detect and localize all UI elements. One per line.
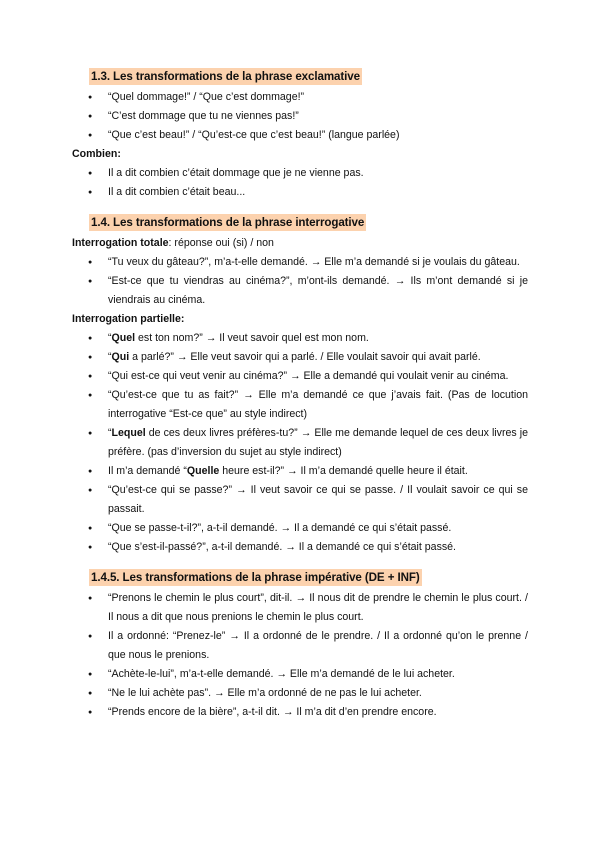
interrogation-totale-label: Interrogation totale: réponse oui (si) / non — [72, 237, 274, 249]
document-page — [72, 68, 528, 722]
heading-exclamative: 1.3. Les transformations de la phrase exclamative — [91, 70, 360, 83]
list-item: ● “C’est dommage que tu ne viennes pas!” — [72, 107, 528, 126]
list-item: ● “Prenons le chemin le plus court”, dit-il. → Il nous dit de prendre le chemin le plus court. / Il nous a dit que nous prenions le chemin le plus court. — [72, 589, 528, 627]
list-item: ● “Quel dommage!” / “Que c’est dommage!” — [72, 88, 528, 107]
list-item: ● Il m’a demandé “Quelle heure est-il?” → Il m’a demandé quelle heure il était. — [72, 462, 528, 481]
list-item: ● “Qu’est-ce qui se passe?” → Il veut savoir ce qui se passe. / Il voulait savoir ce qui se passait. — [72, 481, 528, 519]
imperative-list — [72, 589, 528, 722]
combien-list — [72, 164, 528, 202]
list-item: ● Il a ordonné: “Prenez-le” → Il a ordonné de le prendre. / Il a ordonné qu’on le prenne / que nous le prenions. — [72, 627, 528, 665]
list-item: ● Il a dit combien c’était beau... — [72, 183, 528, 202]
list-item: ● “Que s’est-il-passé?”, a-t-il demandé. → Il a demandé ce qui s’était passé. — [72, 538, 528, 557]
list-item: ● “Que se passe-t-il?”, a-t-il demandé. → Il a demandé ce qui s’était passé. — [72, 519, 528, 538]
list-item: ● “Quel est ton nom?” → Il veut savoir quel est mon nom. — [72, 329, 528, 348]
list-item: ● “Tu veux du gâteau?”, m’a-t-elle demandé. → Elle m’a demandé si je voulais du gâteau. — [72, 253, 528, 272]
list-item: ● “Qui est-ce qui veut venir au cinéma?” → Elle a demandé qui voulait venir au cinéma. — [72, 367, 528, 386]
list-item: ● “Ne le lui achète pas”. → Elle m’a ordonné de ne pas le lui acheter. — [72, 684, 528, 703]
totale-list — [72, 253, 528, 310]
list-item: ● “Prends encore de la bière”, a-t-il dit. → Il m’a dit d’en prendre encore. — [72, 703, 528, 722]
list-item: ● “Est-ce que tu viendras au cinéma?”, m’ont-ils demandé. → Ils m’ont demandé si je viendrais au cinéma. — [72, 272, 528, 310]
heading-interrogative: 1.4. Les transformations de la phrase interrogative — [91, 216, 365, 229]
combien-label: Combien: — [72, 148, 121, 160]
list-item: ● Il a dit combien c’était dommage que je ne vienne pas. — [72, 164, 528, 183]
partielle-list — [72, 329, 528, 557]
list-item: ● “Lequel de ces deux livres préfères-tu?” → Elle me demande lequel de ces deux livres je préfère. (pas d’inversion du sujet au style indirect) — [72, 424, 528, 462]
heading-imperative: 1.4.5. Les transformations de la phrase impérative (DE + INF) — [91, 571, 420, 584]
list-item: ● “Achète-le-lui”, m’a-t-elle demandé. → Elle m’a demandé de le lui acheter. — [72, 665, 528, 684]
exclamative-list — [72, 88, 528, 145]
list-item: ● “Qui a parlé?” → Elle veut savoir qui a parlé. / Elle voulait savoir qui avait parlé. — [72, 348, 528, 367]
interrogation-partielle-label: Interrogation partielle: — [72, 313, 185, 325]
list-item: ● “Qu’est-ce que tu as fait?” → Elle m’a demandé ce que j’avais fait. (Pas de locution interrogative “Est-ce que” au style indirect) — [72, 386, 528, 424]
list-item: ● “Que c’est beau!” / “Qu’est-ce que c’est beau!” (langue parlée) — [72, 126, 528, 145]
